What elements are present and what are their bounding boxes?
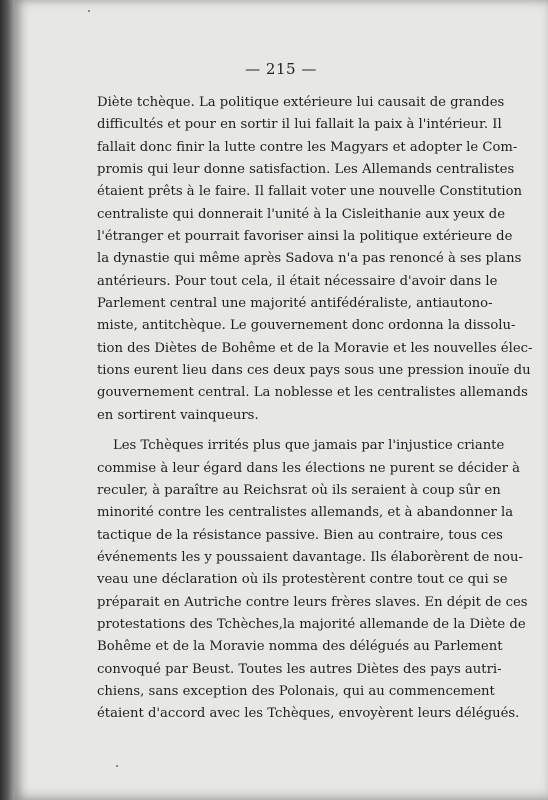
text-line: minorité contre les centralistes allemands, et à abandonner la [97, 505, 514, 521]
text-line: veau une déclaration où ils protestèrent contre tout ce qui se [97, 572, 508, 588]
paper-speck [116, 765, 118, 767]
paragraph-gap [97, 427, 481, 435]
scan-edge [0, 0, 14, 800]
text-line: Bohême et de la Moravie nomma des délégués au Parlement [97, 639, 503, 655]
book-page [14, 0, 548, 800]
text-line: fallait donc finir la lutte contre les Magyars et adopter le Com- [97, 139, 518, 155]
text-line: promis qui leur donne satisfaction. Les Allemands centralistes [97, 162, 515, 178]
text-line: tion des Diètes de Bohême et de la Moravie et les nouvelles élec- [97, 340, 533, 356]
text-line: difficultés et pour en sortir il lui fallait la paix à l'intérieur. Il [97, 117, 502, 133]
paper-speck [88, 10, 90, 12]
text-line: préparait en Autriche contre leurs frères slaves. En dépit de ces [97, 594, 528, 610]
text-line: antérieurs. Pour tout cela, il était nécessaire d'avoir dans le [97, 273, 498, 289]
text-line: commise à leur égard dans les élections ne purent se décider à [97, 460, 521, 476]
text-line: Les Tchèques irrités plus que jamais par l'injustice criante [113, 438, 505, 454]
text-line: centraliste qui donnerait l'unité à la Cisleithanie aux yeux de [97, 206, 505, 222]
text-line: étaient prêts à le faire. Il fallait voter une nouvelle Constitution [97, 184, 523, 200]
text-line: reculer, à paraître au Reichsrat où ils seraient à coup sûr en [97, 482, 501, 498]
text-line: tactique de la résistance passive. Bien au contraire, tous ces [97, 527, 503, 543]
text-line: en sortirent vainqueurs. [97, 407, 259, 423]
text-line: Diète tchèque. La politique extérieure lui causait de grandes [97, 95, 505, 110]
text-line: tions eurent lieu dans ces deux pays sous une pression inouïe du [97, 363, 531, 379]
text-line: la dynastie qui même après Sadova n'a pas renoncé à ses plans [97, 251, 522, 267]
text-line: chiens, sans exception des Polonais, qui au commencement [97, 683, 495, 699]
text-line: protestations des Tchèches,la majorité allemande de la Diète de [97, 616, 526, 632]
text-line: miste, antitchèque. Le gouvernement donc ordonna la dissolu- [97, 318, 516, 334]
text-line: convoqué par Beust. Toutes les autres Diètes des pays autri- [97, 661, 502, 677]
text-line: étaient d'accord avec les Tchèques, envoyèrent leurs délégués. [97, 706, 520, 722]
body-text [97, 92, 533, 726]
text-line: Parlement central une majorité antifédéraliste, antiautono- [97, 296, 493, 312]
text-line: l'étranger et pourrait favoriser ainsi la politique extérieure de [97, 229, 513, 245]
text-line: événements les y poussaient davantage. Ils élaborèrent de nou- [97, 549, 523, 565]
text-line: gouvernement central. La noblesse et les centralistes allemands [97, 385, 528, 401]
page-number: — 215 — [245, 60, 317, 78]
